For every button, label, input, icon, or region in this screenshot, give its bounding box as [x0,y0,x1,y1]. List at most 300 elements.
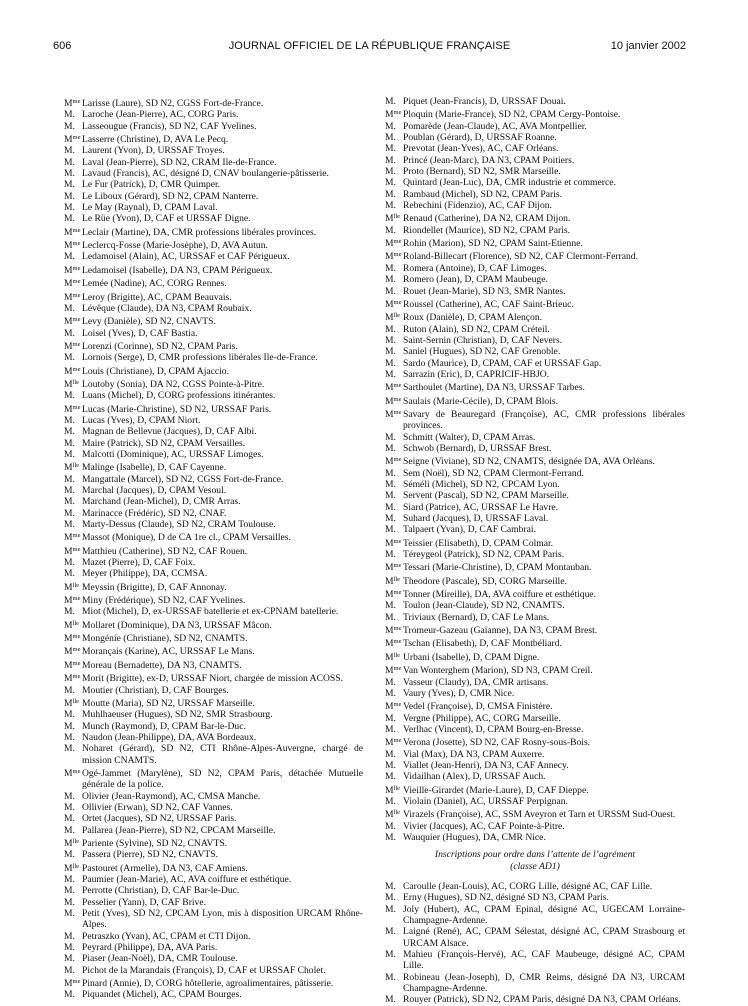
entry-title [385,724,403,735]
entry-title-base: M. [385,994,396,1006]
entry-title [64,202,82,213]
entry-title-suffix: me [72,532,81,540]
entry-text: Riondellet (Maurice), SD N2, CPAM Paris. [403,224,570,236]
entry-text: Naudon (Jean-Philippe), DA, AVA Bordeaux. [82,731,257,743]
entry-text: Mongénie (Christiane), SD N2, CNAMTS. [82,633,248,645]
entry-title [64,449,82,460]
entry-title-base: M. [385,771,396,783]
entry-title [64,303,82,314]
entry-text: Rambaud (Michel), SD N2, CPAM Paris. [403,188,563,200]
entry-text: Le Liboux (Gérard), SD N2, CPAM Nanterre. [82,190,259,202]
entry-title [64,606,82,617]
list-entry [385,536,685,549]
entry-title-base: M. [385,759,396,771]
entry-title-base: M. [64,813,75,825]
entry-title-base: M. [64,390,75,402]
entry-text: Ruton (Alain), SD N2, CPAM Créteil. [403,323,550,335]
entry-text: Lucas (Yves), D, CPAM Niort. [82,414,201,426]
entry-title-base: M. [385,971,396,983]
entry-text: Pastouret (Armelle), DA N3, CAF Amiens. [82,862,248,874]
entry-text: Téreygeol (Patrick), SD N2, CPAM Paris. [403,549,565,561]
entry-text: Siard (Patrice), AC, URSSAF Le Havre. [403,501,559,513]
list-entry [385,155,685,166]
entry-title-base: M. [64,896,75,908]
entry-title-base: M [64,837,73,849]
entry-title [385,189,403,200]
entry-title-base: M. [385,676,396,688]
entry-title [64,251,82,262]
entry-title-base: M [385,238,394,250]
entry-title [385,177,403,188]
entry-title [385,369,403,380]
entry-title [385,600,403,611]
entry-text: Luans (Michel), D, CORG professions itinérantes. [82,390,276,402]
entry-text: Vaury (Yves), D, CMR Nice. [403,687,515,699]
section-title-line1: Inscriptions pour ordre dans l’attente de l’agrément [434,849,636,861]
entry-title [64,352,82,363]
entry-title [64,168,82,179]
entry-title-base: M. [64,731,75,743]
list-entry [64,96,363,109]
entry-text: Sem (Noël), SD N2, CPAM Clermont-Ferrand. [403,467,584,479]
entry-title [64,474,82,485]
entry-title-base: M. [64,168,75,180]
entry-title [64,415,82,426]
entry-text: Paumier (Jean-Marie), AC, AVA coiffure et esthétique. [82,874,292,885]
entry-title-base: M. [385,368,396,380]
entry-title [64,438,82,449]
entry-text: Piquandet (Michel), AC, CPAM Bourges. [82,989,242,1001]
entry-title-base: M. [64,942,75,954]
entry-title [385,524,403,535]
entry-text: Vivier (Jacques), AC, CAF Pointe-à-Pitre. [403,820,565,832]
list-entry [64,263,363,276]
list-entry [64,438,363,449]
entry-title-suffix: me [72,659,81,667]
entry-title-base: M. [64,874,75,885]
list-entry [64,474,363,485]
list-entry [385,892,685,903]
entry-title [64,685,82,696]
entry-title [385,121,403,132]
list-entry [385,263,685,274]
list-entry [385,479,685,490]
entry-title-base: M. [385,346,396,358]
entry-text: Leclair (Martine), DA, CMR professions libérales provinces. [82,226,317,238]
list-entry [64,580,363,593]
page-header [53,40,686,60]
entry-title-base: M. [64,557,75,569]
entry-title-suffix: me [393,589,402,597]
entry-title [64,132,82,145]
entry-text: Matthieu (Catherine), SD N2, CAF Rouen. [82,545,248,557]
entry-text: Miny (Frédérique), SD N2, CAF Yvelines. [82,595,246,607]
page-number: 606 [53,40,72,52]
entry-title-base: M [64,545,73,557]
entry-title [385,832,403,843]
list-entry [64,942,363,953]
entry-title-suffix: lle [72,697,80,705]
list-entry [385,783,685,796]
entry-title-base: M. [64,743,75,755]
entry-text: Joly (Hubert), AC, CPAM Epinal, désigné AC, UGECAM Lorraine-Champagne-Ardenne. [403,903,685,927]
entry-title [385,821,403,832]
list-entry [385,236,685,249]
list-entry [64,861,363,874]
entry-title-base: M. [385,200,396,212]
entry-title [385,699,403,712]
list-entry [385,132,685,143]
entry-text: Rouet (Jean-Marie), SD N3, SMR Nantes. [403,285,566,297]
list-entry [64,109,363,120]
entry-title-base: M. [64,519,75,531]
entry-text: Pallarea (Jean-Pierre), SD N2, CPCAM Marseille. [82,824,276,836]
entry-text: Vieille-Girardet (Marie-Laure), D, CAF Dieppe. [403,784,589,796]
entry-title-base: M [64,316,73,328]
entry-text: Larisse (Laure), SD N2, CGSS Fort-de-France. [82,98,264,109]
entry-text: Leclercq-Fosse (Marie-Josèphe), D, AVA Autun. [82,240,268,252]
entry-title-base: M [64,619,73,631]
list-entry [385,699,685,712]
entry-title-base: M [385,737,394,749]
entry-text: Marty-Dessus (Claude), SD N2, CRAM Toulouse. [82,519,276,531]
entry-text: Princé (Jean-Marc), DA N3, CPAM Poitiers. [403,154,575,166]
entry-title-base: M. [385,431,396,443]
entry-title-base: M [385,651,394,663]
list-entry [64,802,363,813]
list-entry [64,696,363,709]
list-entry [64,618,363,631]
entry-text: Vergne (Philippe), AC, CORG Marseille. [403,712,561,724]
entry-title [64,631,82,644]
entry-title [64,238,82,251]
entry-title-base: M. [385,831,396,843]
entry-title [385,636,403,649]
list-entry [64,213,363,224]
list-entry [64,402,363,415]
entry-text: Pariente (Sylvine), SD N2, CNAVTS. [82,837,228,849]
entry-text: Moutte (Maria), SD N2, URSSAF Marseille. [82,697,255,709]
entry-text: Laroche (Jean-Pierre), AC, CORG Paris. [82,109,239,121]
list-entry [385,177,685,188]
entry-title-suffix: me [393,456,402,464]
list-entry [64,953,363,964]
entry-text: Roland-Billecart (Florence), SD N2, CAF Clermont-Ferrand. [403,251,639,263]
list-entry [385,358,685,369]
list-entry [64,530,363,543]
entry-title-base: M. [385,881,396,892]
list-entry [385,502,685,513]
entry-title-base: M. [385,723,396,735]
entry-title [64,658,82,671]
entry-title [385,358,403,369]
entry-title-base: M [385,213,394,225]
entry-title-suffix: me [72,646,81,654]
list-entry [385,121,685,132]
entry-text: Olivier (Jean-Raymond), AC, CMSA Manche. [82,790,261,802]
entry-title [64,121,82,132]
issue-date: 10 janvier 2002 [610,40,686,52]
entry-title-base: M [64,532,73,544]
entry-text: Rohin (Marion), SD N2, CPAM Saint-Etienne. [403,238,583,250]
list-entry [385,650,685,663]
entry-title-base: M. [385,748,396,760]
entry-title-base: M [64,264,73,276]
entry-title-base: M [64,767,73,779]
list-entry [64,557,363,568]
list-entry [385,513,685,524]
list-entry [385,677,685,688]
list-entry [64,874,363,885]
list-entry [64,179,363,190]
entry-text: Meyer (Philippe), DA, CCMSA. [82,568,208,580]
entry-text: Muhlhaeuser (Hugues), SD N2, SMR Strasbourg. [82,709,273,721]
entry-title-base: M. [385,903,396,915]
list-entry [385,796,685,807]
entry-title-base: M. [385,285,396,297]
list-entry [64,377,363,390]
entry-title [64,145,82,156]
entry-title-base: M. [385,524,396,536]
list-entry [64,976,363,989]
entry-title-suffix: me [72,134,81,142]
entry-title-base: M. [385,132,396,144]
entry-title-suffix: lle [72,581,80,589]
entry-title-suffix: me [393,382,402,390]
entry-title [64,568,82,579]
list-entry [385,972,685,995]
entry-text: Laval (Jean-Pierre), SD N2, CRAM Ile-de-France. [82,156,277,168]
entry-text: Le May (Raynal), D, CPAM Laval. [82,202,218,214]
entry-title-base: M [64,462,73,474]
entry-text: Pomarède (Jean-Claude), AC, AVA Montpellier. [403,120,587,132]
list-entry [385,832,685,843]
entry-title [385,994,403,1005]
list-entry [385,443,685,454]
right-column-list [385,96,685,843]
entry-text: Renaud (Catherine), DA N2, CRAM Dijon. [403,213,571,225]
entry-text: Vial (Max), DA N3, CPAM Auxerre. [403,748,545,760]
entry-title [64,179,82,190]
list-entry [64,157,363,168]
entry-title [385,783,403,796]
entry-title-base: M. [385,323,396,335]
entry-title [64,791,82,802]
entry-title [385,468,403,479]
entry-text: Le Fur (Patrick), D, CMR Quimper. [82,179,221,191]
entry-title-base: M. [385,224,396,236]
entry-title-suffix: me [72,291,81,299]
list-entry [385,96,685,107]
entry-title-base: M. [385,96,396,107]
entry-title [385,771,403,782]
entry-title-base: M. [385,188,396,200]
entry-title [385,972,403,983]
entry-text: Miot (Michel), D, ex-URSSAF batellerie et ex-CPNAM batellerie. [82,606,339,618]
entry-title-base: M. [64,953,75,965]
entry-title [385,394,403,407]
entry-title [64,580,82,593]
entry-title [64,593,82,606]
entry-title [64,709,82,720]
entry-text: Petraszko (Yvan), AC, CPAM et CTI Dijon. [82,930,251,942]
list-entry [385,926,685,949]
entry-title-base: M. [385,274,396,286]
entry-title-base: M [64,697,73,709]
entry-title [64,861,82,874]
list-entry [64,825,363,836]
entry-title [385,513,403,524]
entry-title-suffix: me [72,316,81,324]
list-entry [385,454,685,467]
entry-title-base: M. [385,143,396,155]
entry-title-suffix: me [72,340,81,348]
entry-text: Tessari (Marie-Christine), D, CPAM Montauban. [403,562,592,574]
entry-text: Verona (Josette), SD N2, CAF Rosny-sous-Bois. [403,737,591,749]
list-entry [64,132,363,145]
entry-title [385,443,403,454]
entry-text: Talpaert (Yvan), D, CAF Cambrai. [403,524,536,536]
entry-text: Virazels (Françoise), AC, SSM Aveyron et Tarn et URSSM Sud-Ouest. [403,809,676,821]
list-entry [64,743,363,766]
entry-title [385,807,403,820]
entry-text: Roux (Danièle), D, CPAM Alençon. [403,312,543,324]
entry-title [64,825,82,836]
entry-text: Romera (Antoine), D, CAF Limoges. [403,262,547,274]
entry-title [64,836,82,849]
entry-title [385,688,403,699]
entry-text: Ortet (Jacques), SD N2, URSSAF Paris. [82,813,237,825]
entry-title [64,314,82,327]
entry-title [385,479,403,490]
entry-title-suffix: lle [393,784,401,792]
entry-title-base: M [64,673,73,685]
list-entry [64,732,363,743]
entry-title [385,96,403,107]
list-entry [385,274,685,285]
entry-title [385,225,403,236]
entry-title-base: M. [64,190,75,202]
entry-title-base: M. [64,426,75,438]
entry-title-base: M. [385,154,396,166]
list-entry [64,202,363,213]
entry-title-base: M. [385,490,396,502]
entry-title [64,908,82,919]
entry-title [64,874,82,885]
list-entry [385,771,685,782]
entry-title [385,274,403,285]
list-entry [64,168,363,179]
list-entry [385,189,685,200]
list-entry [385,821,685,832]
entry-title-base: M [64,134,73,146]
section-title-line2: (classe AD1) [510,860,560,872]
entry-text: Rouyer (Patrick), SD N2, CPAM Paris, désigné DA N3, CPAM Orléans. [403,994,681,1006]
entry-text: Sardo (Maurice), D, CPAM, CAF et URSSAF Gap. [403,357,602,369]
entry-text: Mollaret (Dominique), DA N3, URSSAF Mâcon. [82,619,272,631]
entry-title [385,904,403,915]
list-entry [385,904,685,927]
entry-text: Urbani (Isabelle), D, CPAM Digne. [403,651,540,663]
list-entry [64,121,363,132]
entry-title-suffix: me [72,545,81,553]
entry-title [64,402,82,415]
list-entry [385,688,685,699]
entry-title [64,732,82,743]
entry-title [64,802,82,813]
entry-title-suffix: me [72,240,81,248]
entry-title [64,485,82,496]
list-entry [64,606,363,617]
entry-text: Perrotte (Christian), D, CAF Bar-le-Duc. [82,885,240,897]
entry-title-suffix: lle [72,619,80,627]
list-entry [64,908,363,931]
list-entry [64,225,363,238]
entry-title-base: M. [64,473,75,485]
entry-text: Mahieu (François-Hervé), AC, CAF Maubeuge, désigné AC, CPAM Lille. [403,949,685,972]
entry-title-suffix: me [72,226,81,234]
entry-text: Passera (Pierre), SD N2, CNAVTS. [82,849,218,861]
entry-title [385,949,403,960]
entry-title-suffix: me [72,278,81,286]
entry-title [385,796,403,807]
entry-title-suffix: me [393,701,402,709]
entry-text: Morançais (Karine), AC, URSSAF Le Mans. [82,646,255,658]
entry-title-base: M. [64,964,75,976]
entry-title-base: M. [64,448,75,460]
entry-title-base: M [385,638,394,650]
entry-title-suffix: lle [393,651,401,659]
list-entry [385,346,685,357]
entry-text: Louis (Christiane), D, CPAM Ajaccio. [82,365,230,377]
entry-title [385,536,403,549]
list-entry [64,897,363,908]
entry-text: Maire (Patrick), SD N2, CPAM Versailles. [82,437,246,449]
entry-text: Tschan (Elisabeth), D, CAF Montbéliard. [403,638,562,650]
entry-title-base: M. [64,568,75,580]
entry-title [64,989,82,1000]
entry-title [385,574,403,587]
list-entry [385,143,685,154]
entry-title [64,290,82,303]
entry-title-base: M [385,701,394,713]
entry-text: Marchand (Jean-Michel), D, CMR Arras. [82,496,241,508]
entry-title-suffix: lle [72,837,80,845]
section-list [385,881,685,1006]
entry-title [64,766,82,779]
entry-title [385,432,403,443]
entry-title [385,502,403,513]
list-entry [64,251,363,262]
list-entry [385,369,685,380]
entry-text: Malcotti (Dominique), AC, URSSAF Limoges. [82,448,264,460]
entry-title [64,225,82,238]
list-entry [64,328,363,339]
entry-title-base: M [64,403,73,415]
entry-title [385,881,403,892]
journal-title: JOURNAL OFFICIEL DE LA RÉPUBLIQUE FRANÇAISE [228,40,511,52]
entry-title-suffix: me [393,238,402,246]
entry-title-base: M. [64,302,75,314]
entry-title [385,926,403,937]
entry-text: Noharet (Gérard), SD N2, CTI Rhône-Alpes-Auvergne, chargé de mission CNAMTS. [82,743,363,766]
entry-text: Caroulle (Jean-Louis), AC, CORG Lille, désigné AC, CAF Lille. [403,881,653,892]
entry-text: Mangattale (Marcel), SD N2, CGSS Fort-de-France. [82,473,284,485]
entry-title [385,549,403,560]
list-entry [64,460,363,473]
list-entry [64,931,363,942]
entry-title-base: M [64,278,73,290]
